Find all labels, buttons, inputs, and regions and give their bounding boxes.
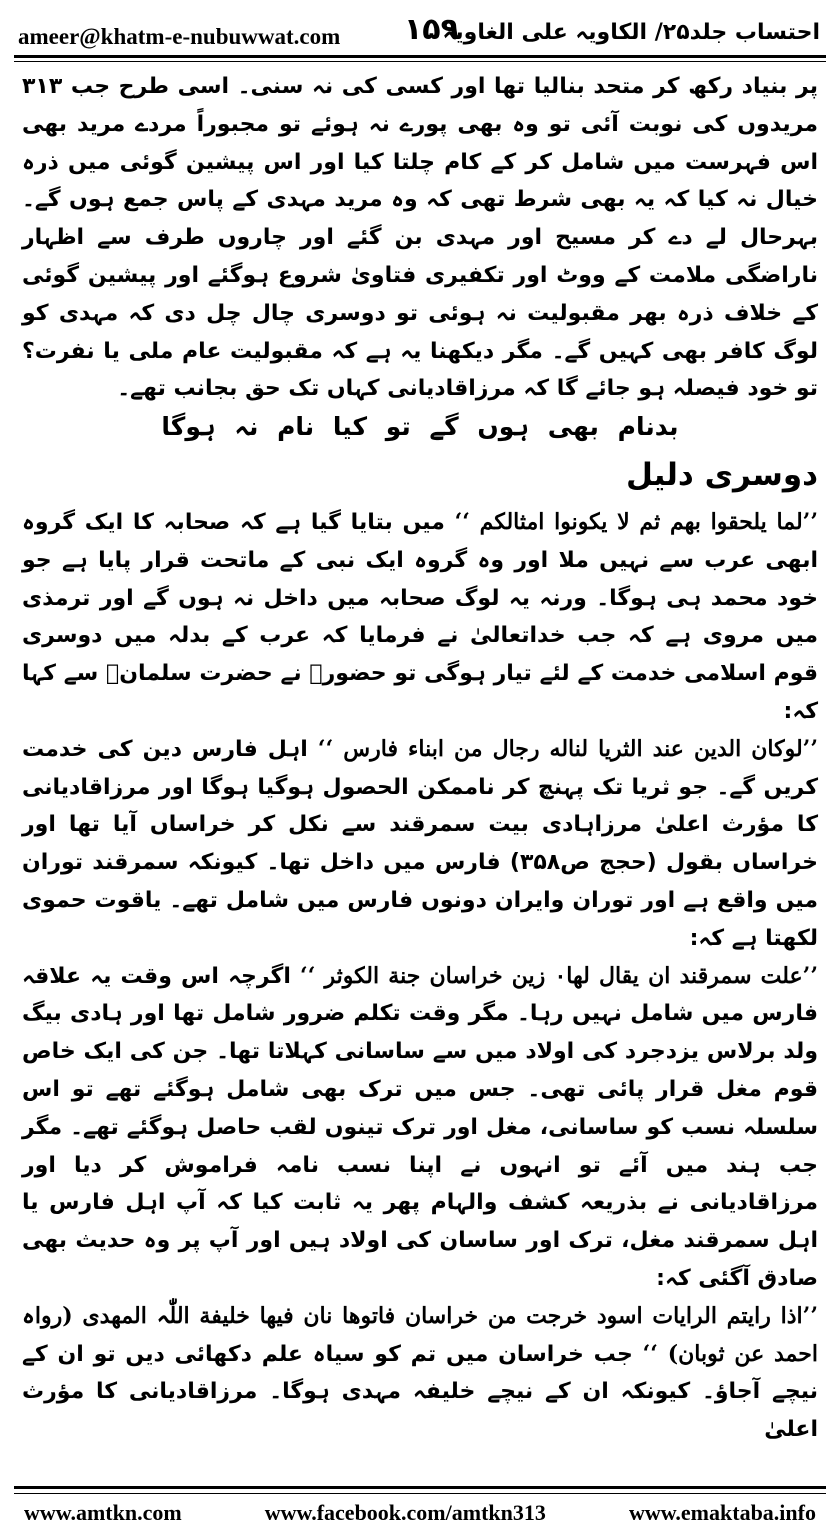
paragraph-4 [22, 958, 818, 1298]
header-email: ameer@khatm-e-nubuwwat.com [18, 24, 341, 49]
paragraph-1: پر بنیاد رکھ کر متحد بنالیا تھا اور کسی کی نہ سنی۔ اسی طرح جب ۳۱۳ مریدوں کی نوبت آئی تو وہ بھی پورے نہ ہوئے تو مجبوراً مردے مرید بھی اس فہرست میں شامل کر کے کام چلتا کیا اور اس پیشین گوئی میں ذرہ خیال نہ کیا کہ یہ بھی شرط تھی کہ وہ مرید مہدی کے پاس جمع ہوں گے۔ بہرحال لے دے کر مسیح اور مہدی بن گئے اور چاروں طرف سے اظہار ناراضگی ملامت کے ووٹ اور تکفیری فتاویٰ شروع ہوگئے اور پیشین گوئی کے خلاف ذرہ بھر مقبولیت نہ ہوئی تو دوسری چال چل دی کہ مہدی کو لوگ کافر بھی کہیں گے۔ مگر دیکھنا یہ ہے کہ مقبولیت عام ملی یا نفرت؟ تو خود فیصلہ ہو جائے گا کہ مرزاقادیانی کہاں تک حق بجانب تھے۔ [22, 74, 818, 402]
paragraph-3-text: اہل فارس دین کی خدمت کریں گے۔ جو ثریا تک پہنچ کر ناممکن الحصول ہوگیا ہوگا اور مرزاقادیانی کا مؤرث اعلیٰ مرزاہادی بیت سمرقند سے نکل کر خراساں آیا تھا اور خراساں بقول (حجج ص۳۵۸) فارس میں داخل تھا۔ کیونکہ سمرقند توران میں واقع ہے اور توران وایران دونوں فارس میں شامل تھے۔ یاقوت حموی لکھتا ہے کہ: [22, 736, 818, 951]
header-rule-thin [14, 61, 826, 62]
arabic-quote-3: ’’علت سمرقند ان یقال لھا۰ زین خراسان جنة الکوثر ‘‘ [300, 962, 818, 989]
section-heading: دوسری دلیل [625, 456, 818, 493]
page-number: ۱۵۹ [404, 12, 459, 47]
footer-link-facebook[interactable]: www.facebook.com/amtkn313 [264, 1500, 546, 1525]
paragraph-2-text: میں بتایا گیا ہے کہ صحابہ کا ایک گروہ ابھی عرب سے نہیں ملا اور وہ گروہ ایک نبی کے ماتحت قرار پایا ہے جو خود محمد ہی ہوگا۔ ورنہ یہ لوگ صحابہ میں داخل نہ ہوں گے اور ترمذی میں مروی ہے کہ جب خداتعالیٰ نے فرمایا کہ عرب کے بدلہ میں دوسری قوم اسلامی خدمت کے لئے تیار ہوگی تو حضورﷺ نے حضرت سلمانؓ سے کہا کہ: [22, 509, 818, 724]
book-title: احتساب جلد۲۵/ الکاویہ علی الغاویہ [442, 20, 820, 45]
footer-link-emaktaba[interactable]: www.emaktaba.info [628, 1500, 816, 1525]
paragraph-3 [22, 731, 818, 958]
footer-rule-thin [14, 1493, 826, 1494]
paragraph-5-text: جب خراسان میں تم کو سیاہ علم دکھائی دیں تو ان کے نیچے آجاؤ۔ کیونکہ ان کے نیچے خلیفہ مہدی ہوگا۔ مرزاقادیانی کا مؤرث اعلیٰ [22, 1341, 818, 1443]
arabic-quote-2: ’’لوکان الدین عند الثریا لناله رجال من ابناء فارس ‘‘ [317, 735, 818, 762]
arabic-quote-1: ’’لما یلحقوا بھم ثم لا یکونوا امثالکم ‘‘ [454, 508, 818, 535]
arabic-quote-4: ’’اذا رایتم الرایات اسود خرجت من خراسان فاتوھا نان فیھا خلیفة اللّٰہ المھدی (رواہ احمد عن ثوبان) ‘‘ [22, 1302, 818, 1367]
paragraph-2 [22, 504, 818, 731]
paragraph-5 [22, 1298, 818, 1449]
page-footer [14, 1500, 826, 1526]
verse-line: بدنام بھی ہوں گے تو کیا نام نہ ہوگا [161, 412, 679, 442]
page-body [22, 68, 818, 1449]
footer-link-amtkn[interactable]: www.amtkn.com [24, 1500, 182, 1525]
footer-rule [14, 1486, 826, 1489]
paragraph-4-text: اگرچہ اس وقت یہ علاقہ فارس میں شامل نہیں رہا۔ مگر وقت تکلم ضرور شامل تھا اور ہادی بیگ ولد برلاس یزدجرد کی اولاد میں سے ساسانی کہلاتا تھا۔ جن کی ایک خاص قوم مغل قرار پائی تھی۔ جس میں ترک بھی شامل ہوگئے تھے تو اس سلسلہ نسب کو ساسانی، مغل اور ترک تینوں لقب حاصل ہوگئے تھے۔ مگر جب ہند میں آئے تو انہوں نے اپنا نسب نامہ فراموش کر دیا اور مرزاقادیانی نے بذریعہ کشف والہام پھر یہ ثابت کیا کہ آپ اہل فارس یا اہل سمرقند مغل، ترک اور ساسان کی اولاد ہیں اور آپ پر وہ حدیث بھی صادق آگئی کہ: [22, 963, 818, 1291]
header-rule [14, 55, 826, 58]
page-header [12, 10, 828, 54]
